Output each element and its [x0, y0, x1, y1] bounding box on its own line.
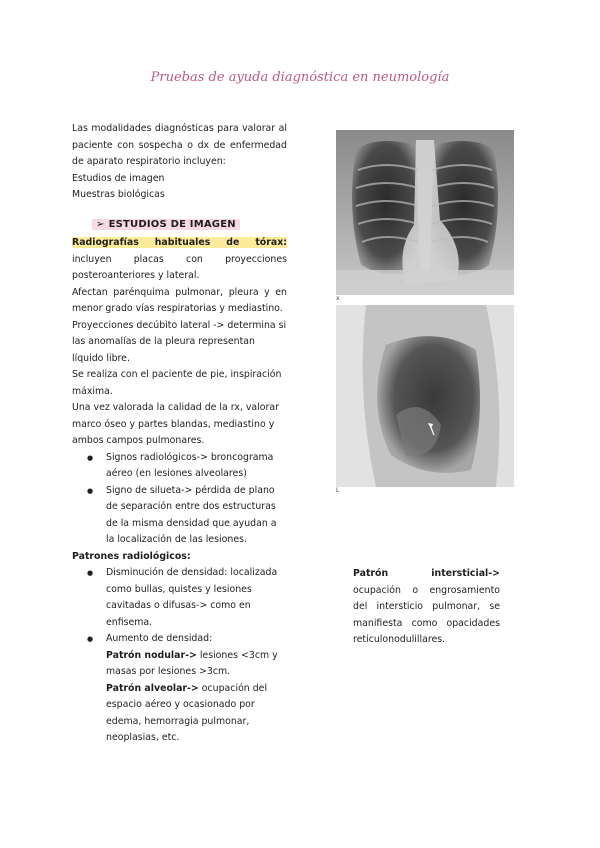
intro-paragraph: Las modalidades diagnósticas para valorar al paciente con sospecha o dx de enfermedad de aparato respiratorio incluyen:	[72, 123, 287, 167]
aumento-label: Aumento de densidad:	[106, 633, 213, 644]
signos-list	[72, 450, 287, 549]
section-heading-text: ESTUDIOS DE IMAGEN	[108, 219, 236, 230]
intro-item-imagen: Estudios de imagen	[72, 172, 165, 184]
patrones-heading: Patrones radiológicos:	[72, 550, 191, 562]
imaging-body	[72, 235, 287, 747]
radiografias-paragraph	[72, 235, 287, 285]
intersticial-label: Patrón intersticial->	[353, 568, 500, 579]
proyecciones-paragraph: Proyecciones decúbito lateral -> determina si las anomalías de la pleura representan líquido libre.	[72, 319, 287, 364]
intersticial-text: ocupación o engrosamiento del intersticio pulmonar, se manifiesta como opacidades reticulonodulillares.	[353, 584, 500, 645]
pie-paragraph: Se realiza con el paciente de pie, inspiración máxima.	[72, 369, 282, 397]
page-title: Pruebas de ayuda diagnóstica en neumología	[150, 70, 450, 85]
intro-block	[72, 121, 287, 204]
arrow-icon: ➢	[96, 219, 105, 230]
chest-xray-pa-image	[336, 130, 514, 295]
afectan-paragraph: Afectan parénquima pulmonar, pleura y en menor grado vías respiratorias y mediastino.	[72, 286, 287, 314]
section-heading	[92, 219, 240, 230]
radiografias-label: Radiografías habituales de tórax:	[72, 237, 287, 248]
intro-item-muestras: Muestras biológicas	[72, 189, 165, 200]
alveolar-text: ocupación del espacio aéreo y ocasionado por edema, hemorragia pulmonar, neoplasias, etc.	[106, 682, 268, 743]
intersticial-block	[353, 566, 500, 649]
nodular-label: Patrón nodular->	[106, 649, 197, 661]
list-item: ● Signo de silueta-> pérdida de plano de separación entre dos estructuras de la misma densidad que ayudan a la localización de las lesiones.	[106, 483, 287, 549]
intersticial-paragraph	[353, 566, 500, 649]
nodular-text: lesiones <3cm y masas por lesiones >3cm.	[106, 649, 278, 677]
chest-xray-pa-graphic	[336, 130, 514, 295]
xray-pa-caption: x	[336, 295, 340, 302]
list-item: ● Signos radiológicos-> broncograma aéreo (en lesiones alveolares)	[106, 450, 287, 483]
alveolar-label: Patrón alveolar->	[106, 682, 199, 694]
valorada-paragraph: Una vez valorada la calidad de la rx, valorar marco óseo y partes blandas, mediastino y ambos campos pulmonares.	[72, 402, 279, 446]
xray-lateral-caption: L	[336, 487, 340, 494]
patrones-list	[72, 565, 287, 747]
chest-xray-lateral-graphic	[336, 305, 514, 487]
list-item	[106, 631, 287, 747]
radiografias-text: incluyen placas con proyecciones posteroanteriores y lateral.	[72, 253, 287, 281]
chest-xray-lateral-image	[336, 305, 514, 487]
list-item: ● Disminución de densidad: localizada como bullas, quistes y lesiones cavitadas o difusas-> como en enfisema.	[106, 565, 287, 631]
